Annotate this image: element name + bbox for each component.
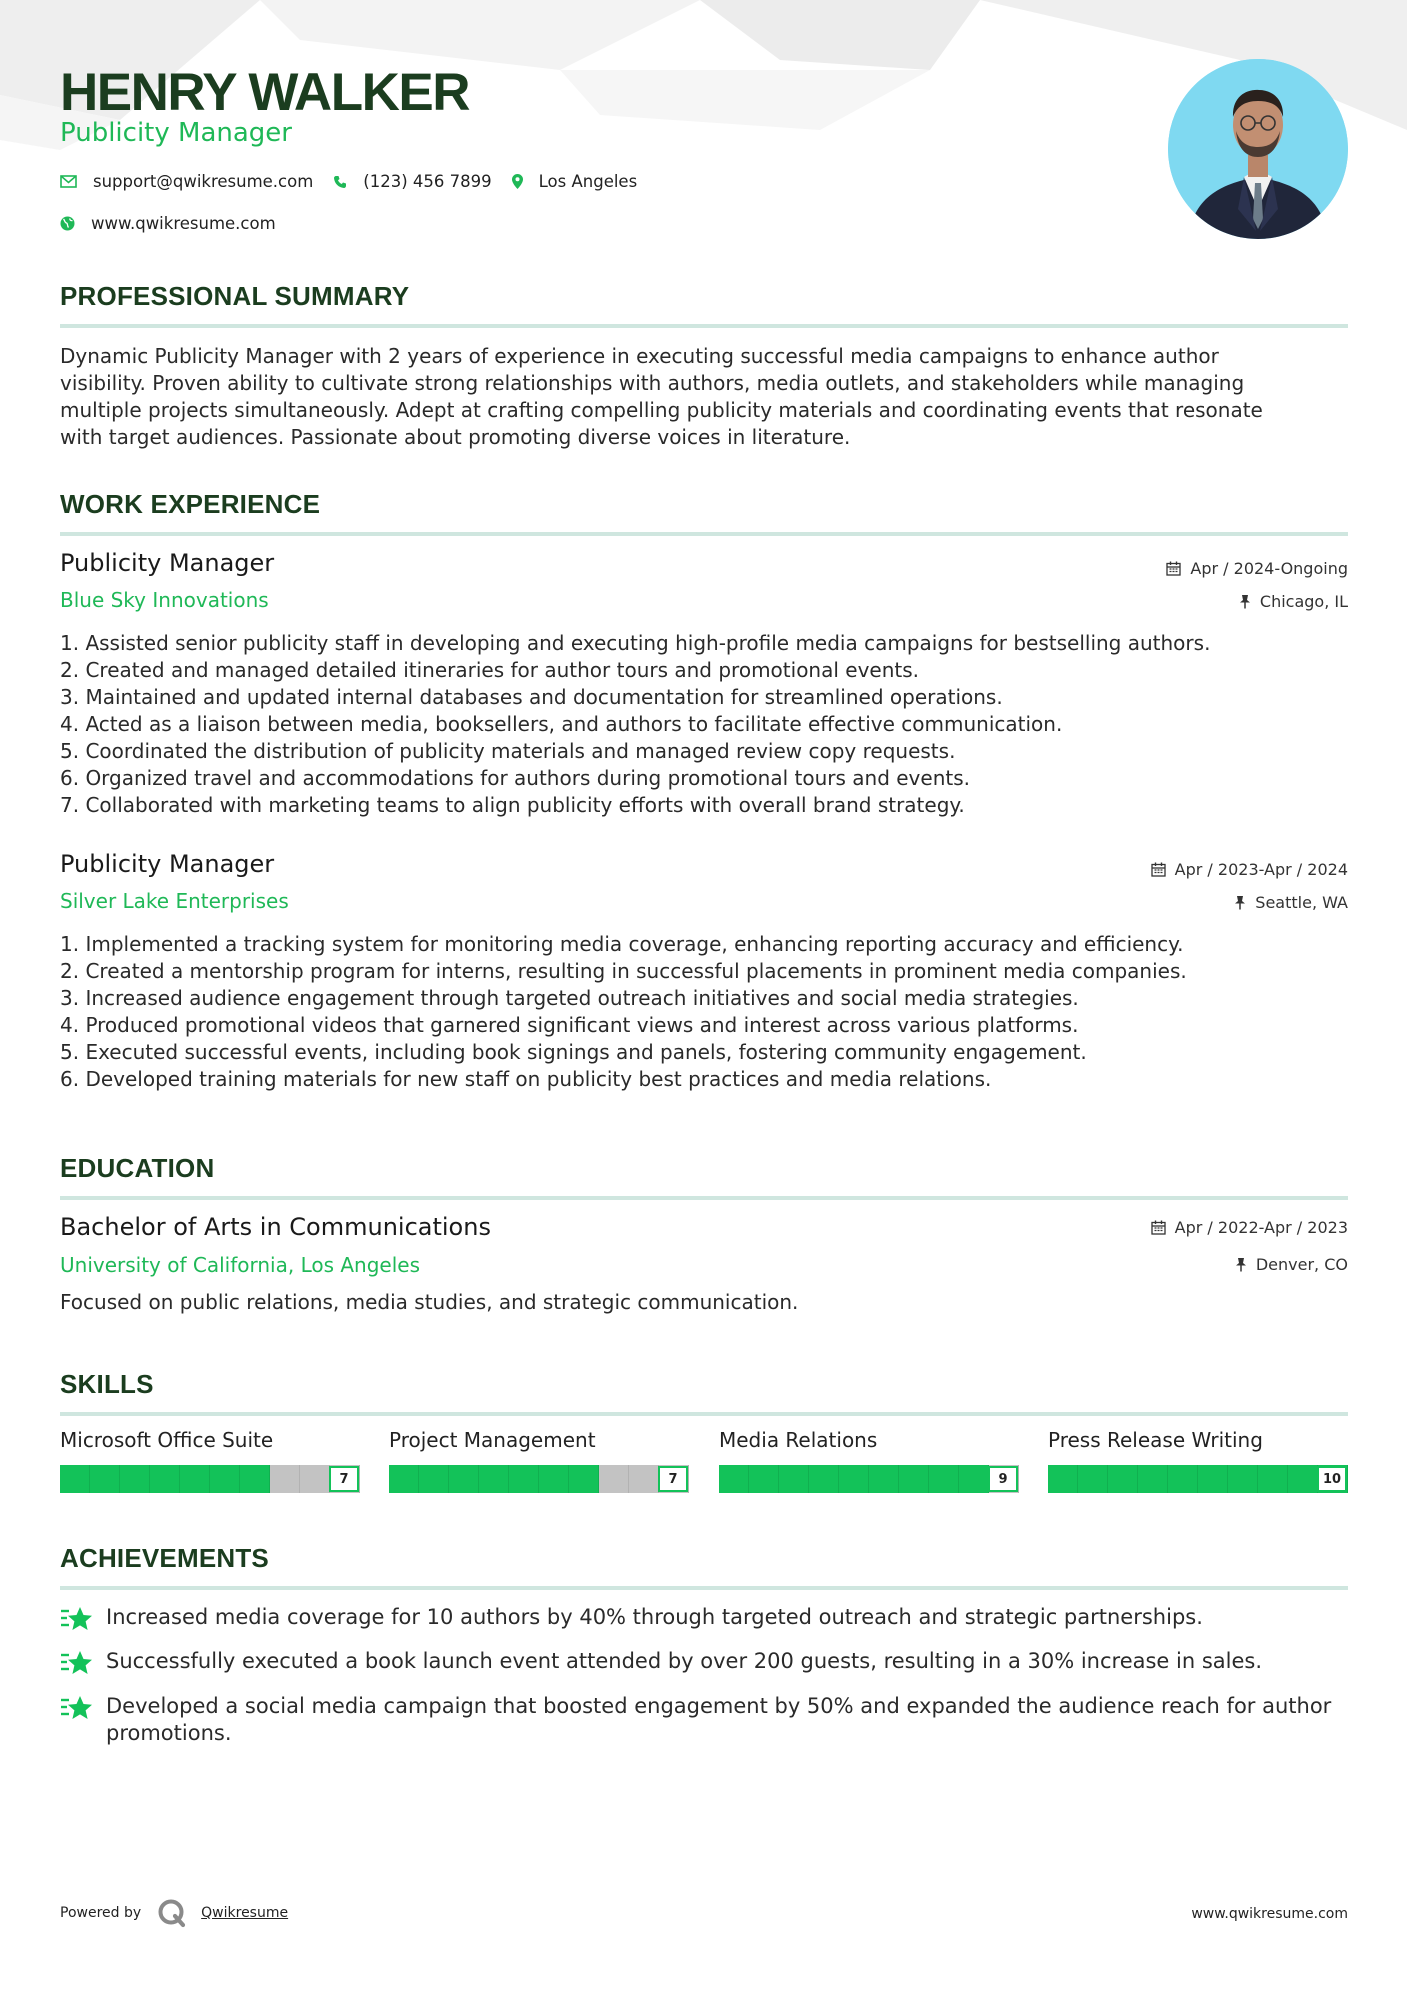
section-divider (60, 324, 1348, 328)
star-award-icon (60, 1649, 94, 1677)
summary-line: multiple projects simultaneously. Adept at crafting compelling publicity materials and coordinating events that resonate (60, 398, 1263, 422)
map-pin-icon (512, 174, 523, 189)
list-item: 3. Increased audience engagement through targeted outreach initiatives and social media strategies. (60, 986, 1079, 1010)
skill-bar-segment (389, 1465, 419, 1493)
skill-bar-segment (869, 1465, 899, 1493)
achievements-section-header (60, 1543, 1348, 1590)
achievement-item (60, 1648, 1348, 1677)
skill-item (719, 1428, 1019, 1493)
contact-row (60, 172, 657, 191)
skill-bar-segment (1048, 1465, 1078, 1493)
skills-heading: SKILLS (60, 1369, 154, 1399)
qwikresume-logo-icon (157, 1898, 187, 1928)
job-company: Blue Sky Innovations (60, 588, 269, 612)
skill-bar (1048, 1465, 1348, 1493)
job-location (1234, 893, 1348, 912)
skill-bar-segment (719, 1465, 749, 1493)
skills-section-header (60, 1369, 1348, 1416)
dates-text: Apr / 2022-Apr / 2023 (1174, 1218, 1348, 1237)
skill-level: 10 (1317, 1466, 1347, 1492)
achievement-line: Developed a social media campaign that boosted engagement by 50% and expanded the audience reach for author (106, 1694, 1332, 1718)
skill-bar-segment (90, 1465, 120, 1493)
calendar-icon (1166, 561, 1181, 576)
skill-item (1048, 1428, 1348, 1493)
profile-photo (1168, 59, 1348, 239)
education-section-header (60, 1153, 1348, 1200)
skill-bar-segment (779, 1465, 809, 1493)
email-text: support@qwikresume.com (93, 172, 314, 191)
skill-bar-segment (1198, 1465, 1228, 1493)
achievement-item (60, 1604, 1348, 1633)
phone-text: (123) 456 7899 (363, 172, 492, 191)
dates-text: Apr / 2024-Ongoing (1190, 559, 1348, 578)
skill-name: Project Management (389, 1428, 596, 1452)
skill-bar-segment (809, 1465, 839, 1493)
skill-bar-segment (1258, 1465, 1288, 1493)
location-text: Chicago, IL (1259, 592, 1348, 611)
envelope-icon (60, 175, 77, 188)
skill-bar-segment (569, 1465, 599, 1493)
list-item: 5. Executed successful events, including book signings and panels, fostering community engagement. (60, 1040, 1087, 1064)
achievement-text (106, 1648, 1262, 1675)
skill-bar-segment (449, 1465, 479, 1493)
experience-section-header (60, 489, 1348, 536)
list-item: 2. Created a mentorship program for interns, resulting in successful placements in prominent media companies. (60, 959, 1187, 983)
summary-text (60, 343, 1348, 451)
skill-bar-segment (419, 1465, 449, 1493)
star-award-icon (60, 1694, 94, 1722)
section-divider (60, 1412, 1348, 1416)
skill-bar-segment (839, 1465, 869, 1493)
job-dates (1151, 860, 1348, 879)
skill-level: 7 (658, 1466, 688, 1492)
skill-name: Microsoft Office Suite (60, 1428, 274, 1452)
powered-by-text: Powered by (60, 1905, 142, 1921)
skill-bar-segment (749, 1465, 779, 1493)
skill-bar-segment (120, 1465, 150, 1493)
list-item: 1. Assisted senior publicity staff in developing and executing high-profile media campaigns for bestselling authors. (60, 631, 1211, 655)
skill-bar-segment (479, 1465, 509, 1493)
summary-line: Dynamic Publicity Manager with 2 years of experience in executing successful media campaigns to enhance author (60, 344, 1219, 368)
list-item: 6. Developed training materials for new staff on publicity best practices and media relations. (60, 1067, 992, 1091)
skill-bar-segment (210, 1465, 240, 1493)
achievement-text (106, 1604, 1203, 1631)
candidate-title: Publicity Manager (60, 118, 292, 148)
skill-item (389, 1428, 689, 1493)
skill-bar-segment (1228, 1465, 1258, 1493)
job-title: Publicity Manager (60, 850, 275, 878)
skill-bar-segment (150, 1465, 180, 1493)
skill-bar-segment (180, 1465, 210, 1493)
phone-icon (333, 175, 347, 189)
skill-name: Media Relations (719, 1428, 878, 1452)
website-row (60, 214, 296, 233)
pushpin-icon (1235, 1257, 1247, 1272)
list-item: 4. Produced promotional videos that garnered significant views and interest across various platforms. (60, 1013, 1079, 1037)
skill-bar-segment (300, 1465, 330, 1493)
school-name: University of California, Los Angeles (60, 1253, 421, 1277)
calendar-icon (1151, 1220, 1166, 1235)
degree-title: Bachelor of Arts in Communications (60, 1213, 491, 1241)
list-item: 4. Acted as a liaison between media, booksellers, and authors to facilitate effective communication. (60, 712, 1063, 736)
skill-level: 7 (329, 1466, 359, 1492)
candidate-name: HENRY WALKER (60, 63, 469, 122)
achievement-line: Increased media coverage for 10 authors by 40% through targeted outreach and strategic partnerships. (106, 1605, 1203, 1629)
globe-icon (60, 216, 75, 231)
achievement-line: promotions. (106, 1721, 232, 1745)
skill-bar-segment (959, 1465, 989, 1493)
summary-section-header (60, 281, 1348, 328)
summary-line: visibility. Proven ability to cultivate strong relationships with authors, media outlets, and stakeholders while managing (60, 371, 1245, 395)
footer-branding (60, 1898, 288, 1928)
skills-grid (60, 1428, 1348, 1498)
job-company: Silver Lake Enterprises (60, 889, 289, 913)
list-item: 1. Implemented a tracking system for monitoring media coverage, enhancing reporting accuracy and efficiency. (60, 932, 1184, 956)
list-item: 5. Coordinated the distribution of publicity materials and managed review copy requests. (60, 739, 956, 763)
job-bullets (60, 630, 1348, 819)
pushpin-icon (1239, 594, 1251, 609)
achievement-item (60, 1693, 1348, 1747)
skill-bar-segment (509, 1465, 539, 1493)
experience-heading: WORK EXPERIENCE (60, 489, 321, 519)
section-divider (60, 1196, 1348, 1200)
website-text: www.qwikresume.com (91, 214, 276, 233)
skill-bar-segment (1288, 1465, 1318, 1493)
skill-bar (719, 1465, 1019, 1493)
list-item: 3. Maintained and updated internal databases and documentation for streamlined operations. (60, 685, 1003, 709)
education-location (1235, 1255, 1348, 1274)
skill-bar (60, 1465, 360, 1493)
summary-heading: PROFESSIONAL SUMMARY (60, 281, 410, 311)
job-location (1239, 592, 1348, 611)
skill-bar-segment (899, 1465, 929, 1493)
location-text: Los Angeles (538, 172, 638, 191)
list-item: 7. Collaborated with marketing teams to align publicity efforts with overall brand strategy. (60, 793, 965, 817)
dates-text: Apr / 2023-Apr / 2024 (1174, 860, 1348, 879)
skill-name: Press Release Writing (1048, 1428, 1263, 1452)
star-award-icon (60, 1605, 94, 1633)
phone-item[interactable] (333, 172, 491, 191)
location-text: Denver, CO (1255, 1255, 1348, 1274)
skill-bar-segment (599, 1465, 629, 1493)
skill-bar-segment (1138, 1465, 1168, 1493)
achievement-line: Successfully executed a book launch event attended by over 200 guests, resulting in a 30% increase in sales. (106, 1649, 1263, 1673)
location-text: Seattle, WA (1255, 893, 1348, 912)
location-item (512, 172, 638, 191)
skill-bar-segment (60, 1465, 90, 1493)
skill-bar-segment (240, 1465, 270, 1493)
pushpin-icon (1234, 895, 1246, 910)
skill-bar (389, 1465, 689, 1493)
job-dates (1166, 559, 1348, 578)
skill-bar-segment (629, 1465, 659, 1493)
education-heading: EDUCATION (60, 1153, 215, 1183)
skill-bar-segment (539, 1465, 569, 1493)
job-title: Publicity Manager (60, 549, 275, 577)
skill-bar-segment (270, 1465, 300, 1493)
skill-bar-segment (1168, 1465, 1198, 1493)
skill-bar-segment (1108, 1465, 1138, 1493)
section-divider (60, 1586, 1348, 1590)
skill-item (60, 1428, 360, 1493)
calendar-icon (1151, 862, 1166, 877)
education-description: Focused on public relations, media studies, and strategic communication. (60, 1290, 799, 1314)
achievements-heading: ACHIEVEMENTS (60, 1543, 269, 1573)
email-item[interactable] (60, 172, 313, 191)
list-item: 2. Created and managed detailed itineraries for author tours and promotional events. (60, 658, 920, 682)
job-bullets (60, 931, 1348, 1093)
achievement-text (106, 1693, 1331, 1747)
summary-line: with target audiences. Passionate about promoting diverse voices in literature. (60, 425, 851, 449)
skill-bar-segment (1078, 1465, 1108, 1493)
skill-level: 9 (988, 1466, 1018, 1492)
list-item: 6. Organized travel and accommodations for authors during promotional tours and events. (60, 766, 970, 790)
skill-bar-segment (929, 1465, 959, 1493)
education-dates (1151, 1218, 1348, 1237)
brand-link[interactable]: Qwikresume (201, 1905, 289, 1921)
footer-website-link[interactable]: www.qwikresume.com (1191, 1906, 1348, 1922)
website-item[interactable] (60, 214, 276, 233)
section-divider (60, 532, 1348, 536)
